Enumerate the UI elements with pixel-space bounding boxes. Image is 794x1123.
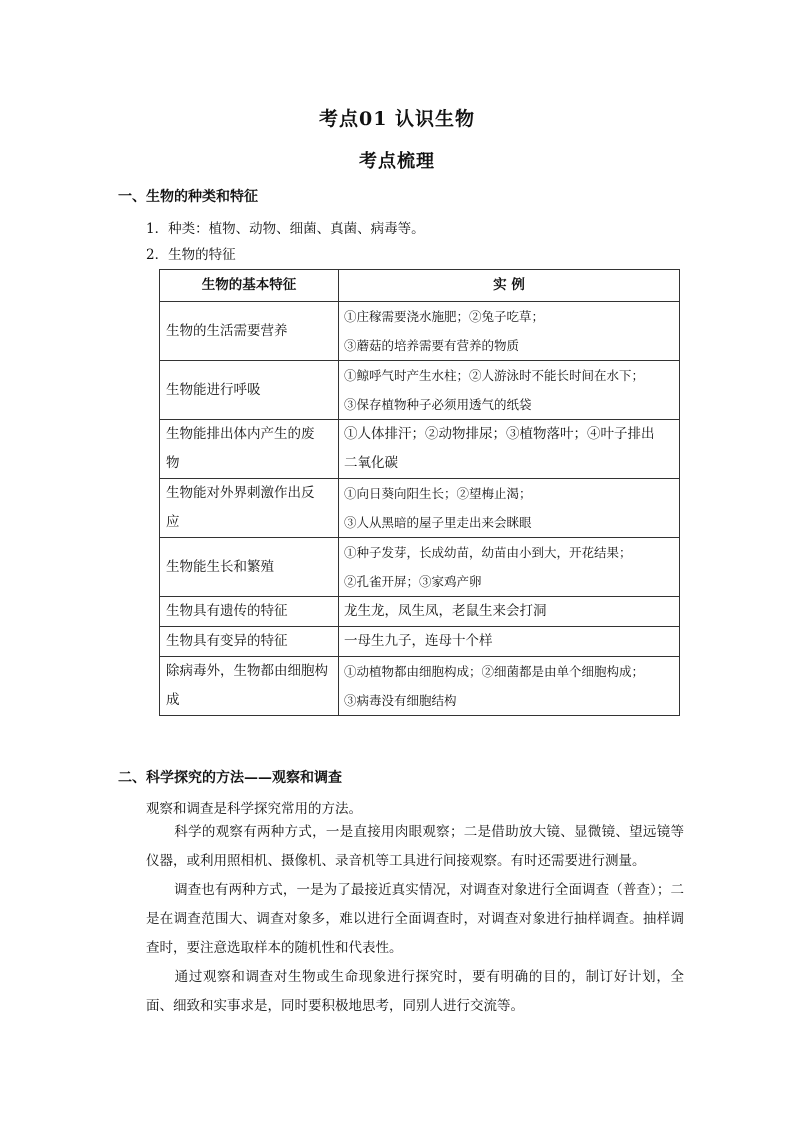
table-header-row <box>160 270 680 302</box>
paragraph-text: 调查也有两种方式，一是为了最接近真实情况，对调查对象进行全面调查（普查）；二是在调查范围大、调查对象多，难以进行全面调查时，对调查对象进行抽样调查。抽样调查时，要注意选取样本的随机性和代表性。 <box>146 882 684 956</box>
examples-cell <box>339 657 680 716</box>
examples-cell <box>339 538 680 597</box>
section-heading-species: 一、生物的种类和特征 <box>118 189 258 205</box>
feature-cell <box>160 302 339 361</box>
feature-text: 除病毒外，生物都由细胞构 <box>166 663 328 679</box>
table-row <box>160 597 680 627</box>
table-row <box>160 361 680 420</box>
example-line: 龙生龙，凤生凤，老鼠生来会打洞 <box>344 603 547 619</box>
table-row <box>160 420 680 479</box>
example-line: ①人体排汗；②动物排尿；③植物落叶；④叶子排出 <box>344 426 655 442</box>
feature-text: 生物能对外界刺激作出反 <box>166 485 315 501</box>
table-row <box>160 627 680 657</box>
examples-cell <box>339 597 680 627</box>
features-list-item: 2．生物的特征 <box>146 247 236 263</box>
paragraph-observation <box>146 818 684 876</box>
example-line: ③蘑菇的培养需要有营养的物质 <box>344 338 520 353</box>
examples-cell <box>339 627 680 657</box>
table-row <box>160 657 680 716</box>
example-line: ③病毒没有细胞结构 <box>344 693 457 708</box>
example-line: ③人从黑暗的屋子里走出来会眯眼 <box>344 515 532 530</box>
feature-cell <box>160 479 339 538</box>
table-row <box>160 538 680 597</box>
species-list-item: 1．种类：植物、动物、细菌、真菌、病毒等。 <box>146 221 425 237</box>
feature-text: 成 <box>166 692 180 708</box>
feature-text: 生物能进行呼吸 <box>166 381 261 398</box>
example-line: ②孔雀开屏；③家鸡产卵 <box>344 574 482 589</box>
examples-cell <box>339 302 680 361</box>
paragraph-text: 通过观察和调查对生物或生命现象进行探究时，要有明确的目的，制订好计划，全面、细致和实事求是，同时要积极地思考，同别人进行交流等。 <box>146 969 684 1014</box>
feature-cell <box>160 420 339 479</box>
feature-text: 生物能生长和繁殖 <box>166 558 274 575</box>
table-header-feature: 生物的基本特征 <box>160 270 339 302</box>
feature-text: 物 <box>166 455 180 471</box>
features-table <box>159 269 680 716</box>
paragraph-text: 科学的观察有两种方式，一是直接用肉眼观察；二是借助放大镜、显微镜、望远镜等仪器，或利用照相机、摄像机、录音机等工具进行间接观察。有时还需要进行测量。 <box>146 824 684 869</box>
feature-cell <box>160 597 339 627</box>
feature-cell <box>160 538 339 597</box>
examples-cell <box>339 361 680 420</box>
feature-text: 生物能排出体内产生的废 <box>166 426 315 442</box>
example-line: 二氧化碳 <box>344 455 398 471</box>
table-row <box>160 479 680 538</box>
page-title: 考点01 认识生物 <box>318 108 476 130</box>
example-line: ①鲸呼气时产生水柱；②人游泳时不能长时间在水下； <box>344 368 645 383</box>
feature-cell <box>160 627 339 657</box>
feature-cell <box>160 361 339 420</box>
table-header-examples: 实 例 <box>339 270 680 302</box>
feature-cell <box>160 657 339 716</box>
example-line: ①动植物都由细胞构成；②细菌都是由单个细胞构成； <box>344 664 645 679</box>
methods-intro: 观察和调查是科学探究常用的方法。 <box>146 801 362 817</box>
page-subtitle: 考点梳理 <box>359 151 435 172</box>
paragraph-inquiry <box>146 963 684 1021</box>
example-line: 一母生九子，连母十个样 <box>344 633 493 649</box>
feature-text: 应 <box>166 514 180 530</box>
example-line: ①种子发芽，长成幼苗，幼苗由小到大，开花结果； <box>344 545 632 560</box>
section-heading-methods: 二、科学探究的方法——观察和调查 <box>118 770 342 786</box>
example-line: ①向日葵向阳生长；②望梅止渴； <box>344 486 532 501</box>
feature-text: 生物的生活需要营养 <box>166 322 288 339</box>
feature-text: 生物具有遗传的特征 <box>166 603 288 619</box>
table-row <box>160 302 680 361</box>
paragraph-survey <box>146 876 684 963</box>
example-line: ①庄稼需要浇水施肥；②兔子吃草； <box>344 309 545 324</box>
examples-cell <box>339 479 680 538</box>
feature-text: 生物具有变异的特征 <box>166 633 288 649</box>
examples-cell <box>339 420 680 479</box>
example-line: ③保存植物种子必须用透气的纸袋 <box>344 397 532 412</box>
